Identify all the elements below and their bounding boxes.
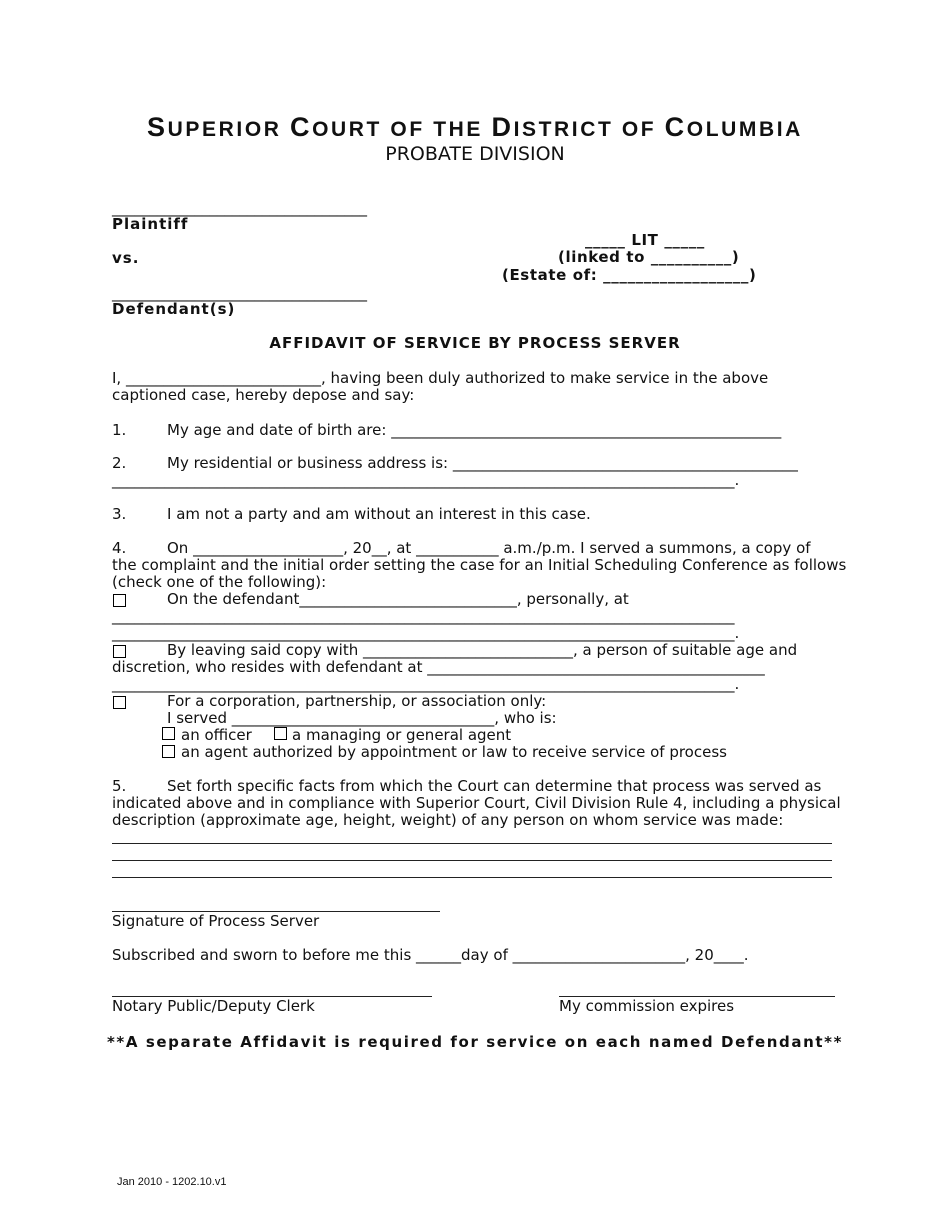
checkbox-corporation-service[interactable] [113, 696, 126, 709]
defendant-label: Defendant(s) [112, 300, 236, 318]
substitute-service-continuation[interactable]: ___________________________________________________________________________________. [112, 675, 740, 693]
option-substitute-service[interactable]: By leaving said copy with ____________________________, a person of suitable age and [167, 641, 798, 659]
checkbox-officer[interactable] [162, 727, 175, 740]
intro-line-1: I, __________________________, having been duly authorized to make service in the above [112, 369, 769, 387]
item-2-number: 2. [112, 454, 127, 472]
item-3-text: I am not a party and am without an interest in this case. [167, 505, 591, 523]
estate-of-line[interactable]: (Estate of: __________________) [502, 266, 757, 284]
vs-label: vs. [112, 249, 140, 267]
separate-affidavit-notice: **A separate Affidavit is required for service on each named Defendant** [106, 1033, 844, 1051]
item-4-line-1[interactable]: On ____________________, 20__, at ___________ a.m./p.m. I served a summons, a copy of [167, 539, 811, 557]
personal-service-line-1[interactable]: ___________________________________________________________________________________ [112, 607, 735, 625]
division-title: PROBATE DIVISION [385, 143, 565, 165]
checkbox-authorized-agent[interactable] [162, 745, 175, 758]
item-1-text[interactable]: My age and date of birth are: ____________________________________________________ [167, 421, 782, 439]
item-2-text[interactable]: My residential or business address is: ______________________________________________ [167, 454, 798, 472]
commission-label: My commission expires [559, 997, 735, 1015]
item-4-number: 4. [112, 539, 127, 557]
corporation-served-line[interactable]: I served ___________________________________, who is: [167, 709, 557, 727]
option-officer: an officer [181, 726, 252, 744]
case-number-lit[interactable]: _____ LIT _____ [585, 231, 705, 249]
item-5-number: 5. [112, 777, 127, 795]
option-personal-service[interactable]: On the defendant_____________________________, personally, at [167, 590, 629, 608]
form-version-footer: Jan 2010 - 1202.10.v1 [117, 1176, 227, 1188]
item-4-line-3: (check one of the following): [112, 573, 327, 591]
signature-label: Signature of Process Server [112, 912, 320, 930]
checkbox-substitute-service[interactable] [113, 645, 126, 658]
option-authorized-agent: an agent authorized by appointment or law to receive service of process [181, 743, 727, 761]
sworn-statement[interactable]: Subscribed and sworn to before me this ______day of _______________________, 20____. [112, 946, 749, 964]
plaintiff-line[interactable]: __________________________________ [112, 199, 367, 217]
item-2-continuation[interactable]: ___________________________________________________________________________________. [112, 471, 740, 489]
option-corporation-service: For a corporation, partnership, or association only: [167, 692, 547, 710]
linked-to-line[interactable]: (linked to __________) [558, 248, 740, 266]
item-5-line-2: indicated above and in compliance with Superior Court, Civil Division Rule 4, including a physical [112, 794, 841, 812]
personal-service-line-2[interactable]: ___________________________________________________________________________________. [112, 624, 740, 642]
affidavit-title: AFFIDAVIT OF SERVICE BY PROCESS SERVER [269, 334, 681, 352]
plaintiff-label: Plaintiff [112, 215, 189, 233]
item-5-line-3: description (approximate age, height, weight) of any person on whom service was made: [112, 811, 784, 829]
notary-label: Notary Public/Deputy Clerk [112, 997, 315, 1015]
facts-blank-line-3[interactable] [112, 877, 832, 878]
checkbox-personal-service[interactable] [113, 594, 126, 607]
facts-blank-line-2[interactable] [112, 860, 832, 861]
option-managing-agent: a managing or general agent [292, 726, 512, 744]
substitute-service-line-2[interactable]: discretion, who resides with defendant at _____________________________________________ [112, 658, 765, 676]
item-3-number: 3. [112, 505, 127, 523]
defendant-line[interactable]: __________________________________ [112, 284, 367, 302]
item-1-number: 1. [112, 421, 127, 439]
item-5-line-1: Set forth specific facts from which the Court can determine that process was served as [167, 777, 822, 795]
court-title: SUPERIOR COURT OF THE DISTRICT OF COLUMBIA [147, 112, 803, 142]
facts-blank-line-1[interactable] [112, 843, 832, 844]
intro-line-2: captioned case, hereby depose and say: [112, 386, 415, 404]
item-4-line-2: the complaint and the initial order setting the case for an Initial Scheduling Conference as follows [112, 556, 847, 574]
checkbox-managing-agent[interactable] [274, 727, 287, 740]
